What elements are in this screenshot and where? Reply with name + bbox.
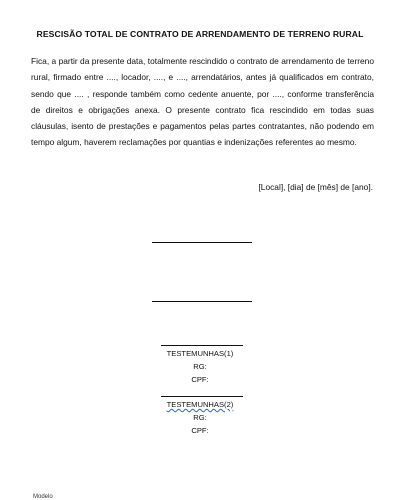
document-body-paragraph: Fica, a partir da presente data, totalmente rescindido o contrato de arrendamento de terreno rural, firmado entre ...., locador, ...., e ...., arrendatários, antes já qualificados em contrato, sendo que .... , responde também como cedente anuente, por ...., conforme transferência de direitos e obrigações anexa. O presente contrato fica rescindido em todas suas cláusulas, isento de prestações e pagamentos pelas partes contratantes, não podendo em tempo algum, haverem reclamações por quantias e indenizações referentes ao mesmo. <box>31 56 374 148</box>
witness-2-label: TESTEMUNHAS(2) <box>166 400 234 409</box>
witness-1-cpf: CPF: <box>191 375 209 384</box>
document-title: RESCISÃO TOTAL DE CONTRATO DE ARRENDAMENTO DE TERRENO RURAL <box>36 29 364 39</box>
witness-2-cpf: CPF: <box>191 426 209 435</box>
witness-1-label: TESTEMUNHAS(1) <box>166 349 234 358</box>
witness-block-1 <box>0 347 400 386</box>
footer-mark: Modelo <box>33 494 53 500</box>
witness-2-rg: RG: <box>193 413 207 422</box>
signature-line-witness-2 <box>161 396 243 397</box>
witness-1-rg: RG: <box>193 362 207 371</box>
witness-block-2 <box>0 398 400 437</box>
signature-line-witness-1 <box>161 345 243 346</box>
signature-line-party-1 <box>152 242 252 243</box>
signature-line-party-2 <box>152 301 252 302</box>
place-date-line: [Local], [dia] de [mês] de [ano]. <box>258 182 373 192</box>
